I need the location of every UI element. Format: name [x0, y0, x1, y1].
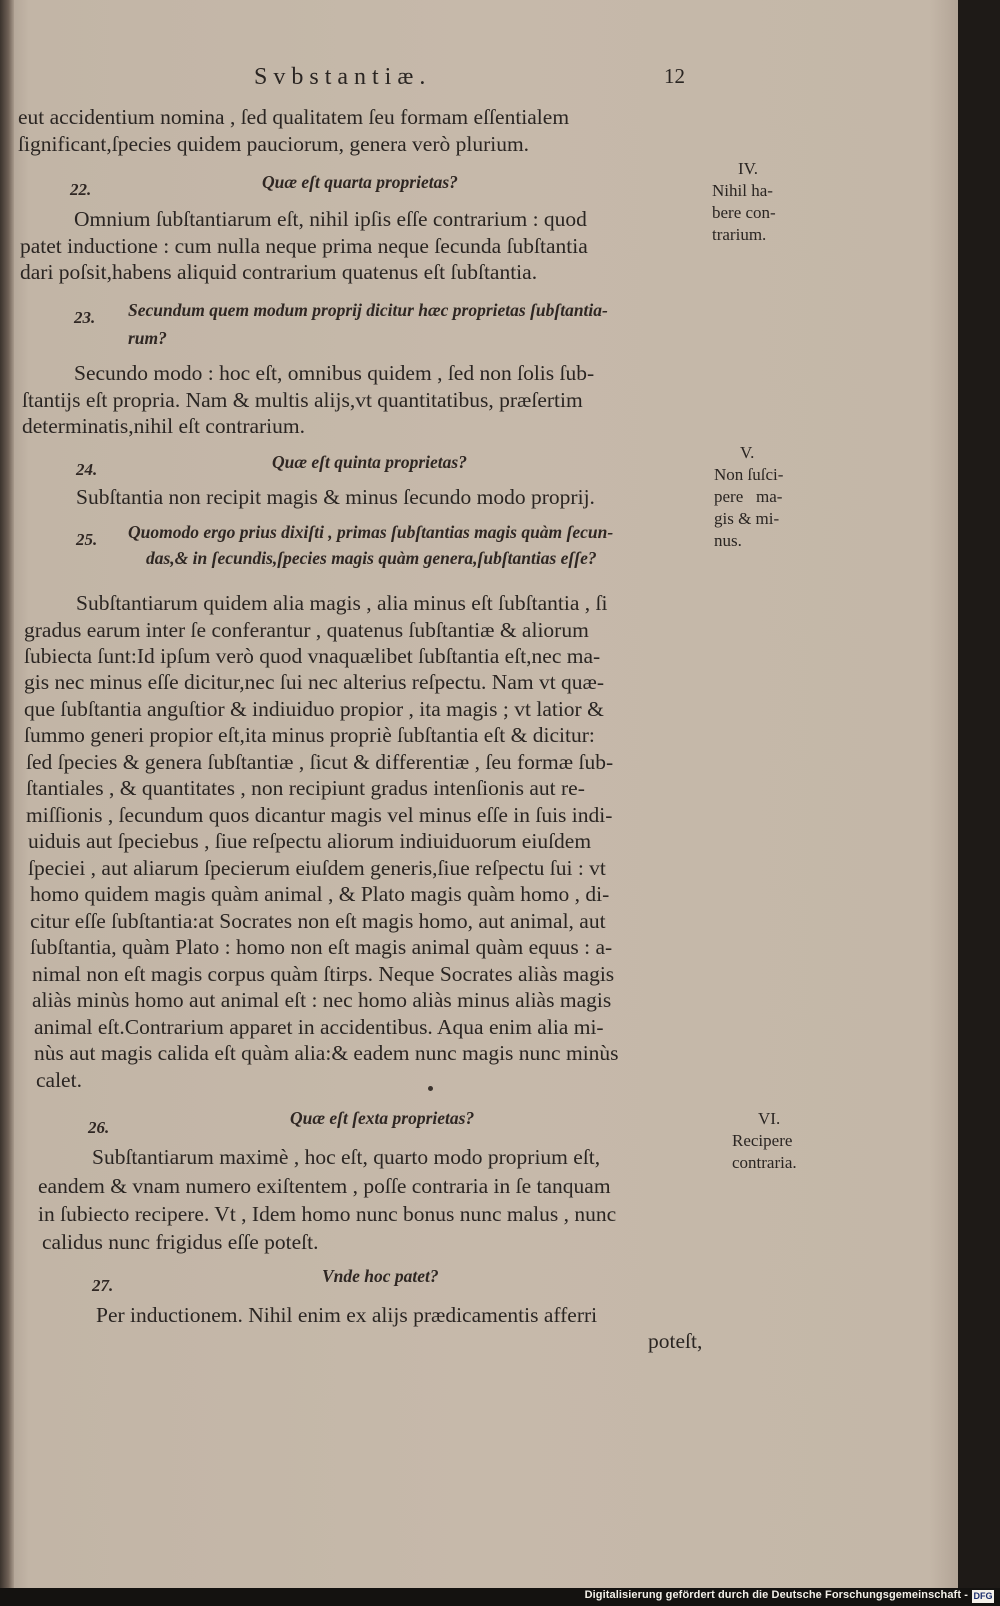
text-line: nimal non eſt magis corpus quàm ſtirps. Neque Socrates aliàs magis: [32, 962, 615, 986]
running-title: Svbstantiæ.: [254, 64, 432, 90]
text-line: ſed ſpecies & genera ſubſtantiæ , ſicut & differentiæ , ſeu formæ ſub-: [26, 750, 614, 774]
text-line: gradus earum inter ſe conferantur , quatenus ſubſtantiæ & aliorum: [24, 618, 589, 642]
margin-note-vi: [732, 1108, 797, 1174]
margin-note-line: nus.: [714, 531, 742, 550]
page-spine-shadow: [0, 0, 14, 1588]
text-line: miſſionis , ſecundum quos dicantur magis vel minus eſſe in ſuis indi-: [26, 803, 613, 827]
question-text: Quæ eſt ſexta proprietas?: [290, 1108, 475, 1128]
text-line: Omnium ſubſtantiarum eſt, nihil ipſis eſſe contrarium : quod: [74, 207, 587, 231]
text-line: eandem & vnam numero exiſtentem , poſſe contraria in ſe tanquam: [38, 1174, 611, 1198]
question-text: Secundum quem modum proprij dicitur hæc proprietas ſubſtantia-: [128, 300, 608, 320]
text-line: ſubiecta ſunt:Id ipſum verò quod vnaquælibet ſubſtantia eſt,nec ma-: [24, 644, 601, 668]
text-line: citur eſſe ſubſtantia:at Socrates non eſt magis homo, aut animal, aut: [30, 909, 606, 933]
text-line: gis nec minus eſſe dicitur,nec ſui nec alterius reſpectu. Nam vt quæ-: [24, 670, 605, 694]
question-number: 22.: [70, 180, 92, 199]
text-line: poteſt,: [648, 1329, 703, 1353]
text-line: Secundo modo : hoc eſt, omnibus quidem , ſed non ſolis ſub-: [74, 361, 595, 385]
text-line: uiduis aut ſpeciebus , ſiue reſpectu aliorum indiuiduorum eiuſdem: [28, 829, 592, 853]
text-line: ſummo generi propior eſt,ita minus propriè ſubſtantia eſt & dicitur:: [24, 723, 595, 747]
margin-note-line: contraria.: [732, 1153, 797, 1172]
question-number: 27.: [92, 1276, 114, 1295]
text-line: eut accidentium nomina , ſed qualitatem ſeu formam eſſentialem: [18, 105, 570, 129]
text-line: Per inductionem. Nihil enim ex alijs prædicamentis afferri: [96, 1303, 598, 1327]
question-text: das,& in ſecundis,ſpecies magis quàm genera,ſubſtantias eſſe?: [146, 548, 597, 568]
question-number: 23.: [74, 308, 96, 327]
question-number: 24.: [76, 460, 98, 479]
text-line: patet inductione : cum nulla neque prima neque ſecunda ſubſtantia: [20, 234, 588, 258]
text-line: calet.: [36, 1068, 82, 1092]
text-line: animal eſt.Contrarium apparet in accidentibus. Aqua enim alia mi-: [34, 1015, 604, 1039]
text-line: ſignificant,ſpecies quidem pauciorum, genera verò plurium.: [18, 132, 530, 156]
scan-border: [958, 0, 1000, 1588]
question-text: Quomodo ergo prius dixiſti , primas ſubſtantias magis quàm ſecun-: [128, 522, 614, 542]
text-line: ſpeciei , aut aliarum ſpecierum eiuſdem generis,ſiue reſpectu ſui : vt: [28, 856, 606, 880]
ink-speck: [428, 1086, 433, 1091]
funding-credit: Digitalisierung gefördert durch die Deutsche Forschungsgemeinschaft -: [584, 1589, 968, 1601]
text-line: determinatis,nihil eſt contrarium.: [22, 414, 306, 438]
margin-note-line: gis & mi-: [714, 509, 780, 528]
text-line: aliàs minùs homo aut animal eſt : nec homo aliàs minus aliàs magis: [32, 988, 612, 1012]
text-line: Subſtantia non recipit magis & minus ſecundo modo proprij.: [76, 485, 595, 509]
text-line: nùs aut magis calida eſt quàm alia:& eadem nunc magis nunc minùs: [34, 1041, 619, 1065]
question-text: Quæ eſt quarta proprietas?: [262, 172, 458, 192]
margin-note-line: bere con-: [712, 203, 776, 222]
margin-note-line: Nihil ha-: [712, 181, 773, 200]
text-line: homo quidem magis quàm animal , & Plato magis quàm homo , di-: [30, 882, 610, 906]
margin-note-line: Recipere: [732, 1131, 793, 1150]
question-text: rum?: [128, 328, 167, 348]
margin-note-number: VI.: [758, 1109, 781, 1128]
text-line: in ſubiecto recipere. Vt , Idem homo nunc bonus nunc malus , nunc: [38, 1202, 617, 1226]
text-line: ſtantijs eſt propria. Nam & multis alijs,vt quantitatibus, præſertim: [22, 388, 583, 412]
margin-note-number: V.: [740, 443, 755, 462]
text-line: ſubſtantia, quàm Plato : homo non eſt magis animal quàm equus : a-: [30, 935, 613, 959]
page-number: 12: [664, 64, 685, 88]
text-line: Subſtantiarum quidem alia magis , alia minus eſt ſubſtantia , ſi: [76, 591, 608, 615]
text-line: calidus nunc frigidus eſſe poteſt.: [42, 1230, 319, 1254]
margin-note-line: pere ma-: [714, 487, 783, 506]
margin-note-line: trarium.: [712, 225, 767, 244]
text-line: que ſubſtantia anguſtior & indiuiduo propior , ita magis ; vt latior &: [24, 697, 604, 721]
question-text: Vnde hoc patet?: [322, 1266, 439, 1286]
margin-note-line: Non ſuſci-: [714, 465, 784, 484]
margin-note-iv: [712, 158, 776, 246]
dfg-logo-icon: DFG: [973, 1591, 993, 1601]
margin-note-v: [714, 442, 783, 552]
question-text: Quæ eſt quinta proprietas?: [272, 452, 467, 472]
margin-note-number: IV.: [738, 159, 758, 178]
text-line: Subſtantiarum maximè , hoc eſt, quarto modo proprium eſt,: [92, 1145, 601, 1169]
text-line: dari poſsit,habens aliquid contrarium quatenus eſt ſubſtantia.: [20, 260, 538, 284]
question-number: 26.: [88, 1118, 110, 1137]
text-line: ſtantiales , & quantitates , non recipiunt gradus intenſionis aut re-: [26, 776, 585, 800]
question-number: 25.: [76, 530, 98, 549]
